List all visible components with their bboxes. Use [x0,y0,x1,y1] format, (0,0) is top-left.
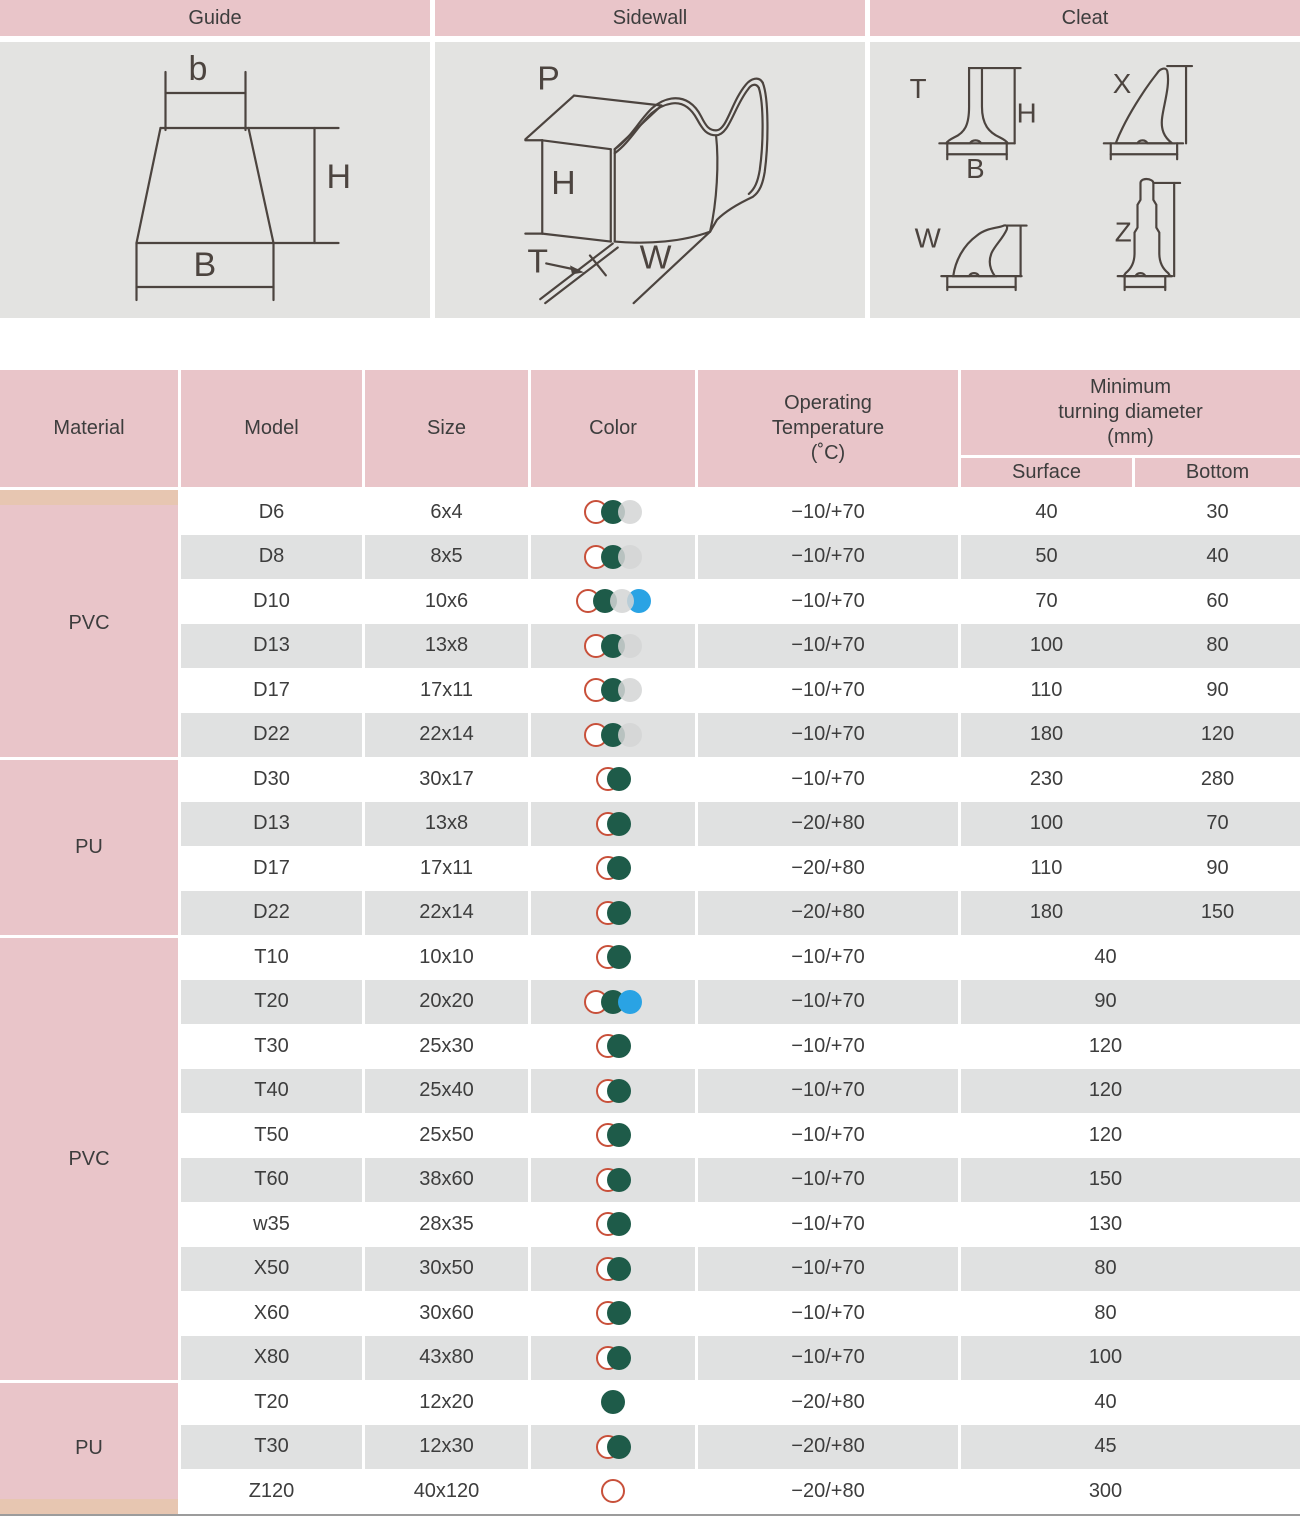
surface-diameter-cell: 70 [958,579,1132,624]
cleat-type-z-label: Z [1114,216,1132,248]
size-cell: 13x8 [362,802,528,847]
gray-color-dot [618,634,642,658]
sidewall-dim-w-label: W [639,238,672,277]
cleat-type-w-label: W [914,222,941,254]
size-cell: 10x10 [362,935,528,980]
color-cell [528,535,695,580]
table-row [0,1380,1300,1425]
color-dots [531,856,695,880]
surface-diameter-cell: 230 [958,757,1132,802]
bottom-diameter-cell: 280 [1132,757,1300,802]
size-cell: 12x20 [362,1380,528,1425]
surface-diameter-cell: 100 [958,624,1132,669]
header-line: Operating [784,392,872,414]
color-dots [531,723,695,747]
color-cell [528,802,695,847]
green-color-dot [607,812,631,836]
color-dots [531,945,695,969]
turning-diameter-cell: 45 [958,1425,1300,1470]
green-color-dot [607,1034,631,1058]
green-color-dot [607,945,631,969]
model-cell: X50 [178,1247,362,1292]
panel-cleat [870,0,1300,318]
color-dots [531,990,695,1014]
size-cell: 17x11 [362,846,528,891]
color-cell [528,490,695,535]
diagram-panels [0,0,1300,318]
size-cell: 43x80 [362,1336,528,1381]
spec-table-body [0,490,1300,1514]
color-cell [528,668,695,713]
gray-color-dot [618,678,642,702]
model-cell: w35 [178,1202,362,1247]
bottom-diameter-cell: 150 [1132,891,1300,936]
color-cell [528,1113,695,1158]
color-cell [528,935,695,980]
size-cell: 40x120 [362,1469,528,1514]
model-cell: T20 [178,1380,362,1425]
surface-diameter-cell: 50 [958,535,1132,580]
header-operating-temperature [695,370,958,490]
header-line: (mm) [1107,426,1154,448]
table-row [0,1069,1300,1114]
temperature-cell: −10/+70 [695,1291,958,1336]
panel-sidewall-header [435,0,865,36]
blue-color-dot [618,990,642,1014]
green-color-dot [607,901,631,925]
color-cell [528,1158,695,1203]
table-row [0,1158,1300,1203]
green-color-dot [607,1123,631,1147]
temperature-cell: −10/+70 [695,624,958,669]
header-minimum-turning-diameter [958,370,1300,458]
header-model: Model [178,370,362,490]
cleat-dim-h-label: H [1016,97,1037,129]
sidewall-drawing [435,42,865,318]
guide-dim-h-label: H [326,158,352,196]
table-row [0,757,1300,802]
color-dots [531,1479,695,1503]
size-cell: 12x30 [362,1425,528,1470]
material-cell: PVC [0,490,178,757]
model-cell: T10 [178,935,362,980]
color-dots [531,678,695,702]
surface-diameter-cell: 180 [958,891,1132,936]
model-cell: Z120 [178,1469,362,1514]
outline-color-dot [601,1479,625,1503]
color-cell [528,980,695,1025]
size-cell: 30x50 [362,1247,528,1292]
color-dots [531,500,695,524]
material-cell: PU [0,1380,178,1514]
green-color-dot [607,1212,631,1236]
color-dots [531,1435,695,1459]
color-dots [531,1168,695,1192]
color-cell [528,624,695,669]
gray-color-dot [618,723,642,747]
table-row [0,846,1300,891]
surface-diameter-cell: 100 [958,802,1132,847]
green-color-dot [607,1079,631,1103]
header-surface: Surface [958,458,1132,490]
panel-cleat-title: Cleat [1061,6,1109,29]
color-cell [528,846,695,891]
table-row [0,1425,1300,1470]
turning-diameter-cell: 150 [958,1158,1300,1203]
bottom-diameter-cell: 70 [1132,802,1300,847]
panel-sidewall-title: Sidewall [612,6,688,29]
bottom-diameter-cell: 90 [1132,846,1300,891]
model-cell: D8 [178,535,362,580]
table-row [0,713,1300,758]
temperature-cell: −20/+80 [695,1425,958,1470]
panel-sidewall [435,0,865,318]
header-color: Color [528,370,695,490]
temperature-cell: −10/+70 [695,490,958,535]
temperature-cell: −20/+80 [695,846,958,891]
bottom-diameter-cell: 40 [1132,535,1300,580]
surface-diameter-cell: 110 [958,668,1132,713]
color-dots [531,901,695,925]
guide-profile-drawing [0,42,430,318]
panel-guide-title: Guide [188,6,242,29]
gray-color-dot [618,500,642,524]
model-cell: D30 [178,757,362,802]
turning-diameter-cell: 130 [958,1202,1300,1247]
color-dots [531,1346,695,1370]
green-color-dot [607,1168,631,1192]
color-dots [531,1034,695,1058]
color-dots [531,545,695,569]
panel-guide [0,0,430,318]
size-cell: 25x40 [362,1069,528,1114]
temperature-cell: −10/+70 [695,579,958,624]
color-cell [528,1069,695,1114]
color-cell [528,713,695,758]
surface-diameter-cell: 40 [958,490,1132,535]
cleat-dim-b-label: B [966,153,985,185]
temperature-cell: −10/+70 [695,757,958,802]
color-cell [528,1380,695,1425]
turning-diameter-cell: 80 [958,1291,1300,1336]
table-row [0,1024,1300,1069]
model-cell: T60 [178,1158,362,1203]
sidewall-dim-p-label: P [537,59,560,98]
table-row [0,490,1300,535]
header-line: Temperature [771,417,885,439]
bottom-diameter-cell: 120 [1132,713,1300,758]
spec-table [0,370,1300,1516]
temperature-cell: −10/+70 [695,668,958,713]
color-dots [531,812,695,836]
model-cell: D10 [178,579,362,624]
turning-diameter-cell: 120 [958,1024,1300,1069]
size-cell: 6x4 [362,490,528,535]
size-cell: 25x30 [362,1024,528,1069]
table-row [0,1113,1300,1158]
temperature-cell: −10/+70 [695,1069,958,1114]
color-dots [531,1390,695,1414]
model-cell: X60 [178,1291,362,1336]
temperature-cell: −10/+70 [695,1336,958,1381]
table-row [0,1247,1300,1292]
table-row [0,1336,1300,1381]
surface-diameter-cell: 180 [958,713,1132,758]
sidewall-dim-h-label: H [551,163,576,202]
green-color-dot [607,1301,631,1325]
size-cell: 22x14 [362,713,528,758]
size-cell: 17x11 [362,668,528,713]
surface-diameter-cell: 110 [958,846,1132,891]
cleat-type-x-label: X [1112,67,1132,99]
size-cell: 28x35 [362,1202,528,1247]
header-size: Size [362,370,528,490]
cleat-type-t-label: T [909,72,927,104]
panel-guide-body [0,42,430,318]
panel-cleat-header [870,0,1300,36]
color-dots [531,1123,695,1147]
model-cell: X80 [178,1336,362,1381]
size-cell: 13x8 [362,624,528,669]
model-cell: T50 [178,1113,362,1158]
color-cell [528,891,695,936]
table-row [0,579,1300,624]
panel-sidewall-body [435,42,865,318]
color-cell [528,579,695,624]
size-cell: 30x17 [362,757,528,802]
guide-dim-b-label: b [188,50,208,88]
bottom-diameter-cell: 30 [1132,490,1300,535]
color-cell [528,757,695,802]
size-cell: 22x14 [362,891,528,936]
gray-color-dot [618,545,642,569]
size-cell: 38x60 [362,1158,528,1203]
turning-diameter-cell: 120 [958,1069,1300,1114]
color-cell [528,1425,695,1470]
model-cell: T40 [178,1069,362,1114]
header-bottom: Bottom [1132,458,1300,490]
material-cell: PU [0,757,178,935]
bottom-diameter-cell: 90 [1132,668,1300,713]
model-cell: D22 [178,891,362,936]
turning-diameter-cell: 100 [958,1336,1300,1381]
turning-diameter-cell: 40 [958,935,1300,980]
temperature-cell: −10/+70 [695,1202,958,1247]
temperature-cell: −10/+70 [695,713,958,758]
green-color-dot [607,856,631,880]
green-color-dot [607,767,631,791]
header-line: turning diameter [1058,401,1203,423]
cleat-profiles-drawing [870,42,1300,318]
panel-cleat-body [870,42,1300,318]
model-cell: T30 [178,1024,362,1069]
model-cell: D22 [178,713,362,758]
material-cell: PVC [0,935,178,1380]
guide-dim-big-b-label: B [193,246,217,284]
sidewall-dim-t-label: T [527,242,548,281]
color-cell [528,1336,695,1381]
header-line: Minimum [1089,376,1172,398]
green-color-dot [607,1435,631,1459]
temperature-cell: −10/+70 [695,935,958,980]
turning-diameter-cell: 300 [958,1469,1300,1514]
model-cell: D17 [178,846,362,891]
color-dots [531,634,695,658]
gray-color-dot [610,589,634,613]
temperature-cell: −10/+70 [695,1158,958,1203]
color-cell [528,1202,695,1247]
table-row [0,802,1300,847]
color-dots [531,1212,695,1236]
color-dots [531,589,695,613]
bottom-diameter-cell: 80 [1132,624,1300,669]
model-cell: T30 [178,1425,362,1470]
size-cell: 8x5 [362,535,528,580]
turning-diameter-cell: 90 [958,980,1300,1025]
model-cell: D17 [178,668,362,713]
temperature-cell: −10/+70 [695,535,958,580]
temperature-cell: −10/+70 [695,1247,958,1292]
table-row [0,891,1300,936]
turning-diameter-cell: 40 [958,1380,1300,1425]
table-row [0,1202,1300,1247]
color-dots [531,1079,695,1103]
table-row [0,980,1300,1025]
size-cell: 30x60 [362,1291,528,1336]
color-cell [528,1024,695,1069]
table-row [0,1469,1300,1514]
model-cell: D6 [178,490,362,535]
green-color-dot [607,1346,631,1370]
green-color-dot [601,1390,625,1414]
color-cell [528,1291,695,1336]
temperature-cell: −20/+80 [695,802,958,847]
bottom-diameter-cell: 60 [1132,579,1300,624]
panel-guide-header [0,0,430,36]
temperature-cell: −20/+80 [695,1469,958,1514]
color-dots [531,767,695,791]
color-cell [528,1247,695,1292]
color-dots [531,1301,695,1325]
header-material: Material [0,370,178,490]
color-dots [531,1257,695,1281]
table-row [0,535,1300,580]
color-cell [528,1469,695,1514]
temperature-cell: −20/+80 [695,1380,958,1425]
temperature-cell: −10/+70 [695,980,958,1025]
model-cell: T20 [178,980,362,1025]
turning-diameter-cell: 120 [958,1113,1300,1158]
temperature-cell: −10/+70 [695,1024,958,1069]
turning-diameter-cell: 80 [958,1247,1300,1292]
green-color-dot [607,1257,631,1281]
header-line: (˚C) [810,442,846,464]
temperature-cell: −20/+80 [695,891,958,936]
size-cell: 20x20 [362,980,528,1025]
size-cell: 10x6 [362,579,528,624]
spec-table-head [0,370,1300,490]
table-row [0,624,1300,669]
size-cell: 25x50 [362,1113,528,1158]
table-row [0,1291,1300,1336]
table-row [0,668,1300,713]
temperature-cell: −10/+70 [695,1113,958,1158]
table-row [0,935,1300,980]
model-cell: D13 [178,624,362,669]
model-cell: D13 [178,802,362,847]
